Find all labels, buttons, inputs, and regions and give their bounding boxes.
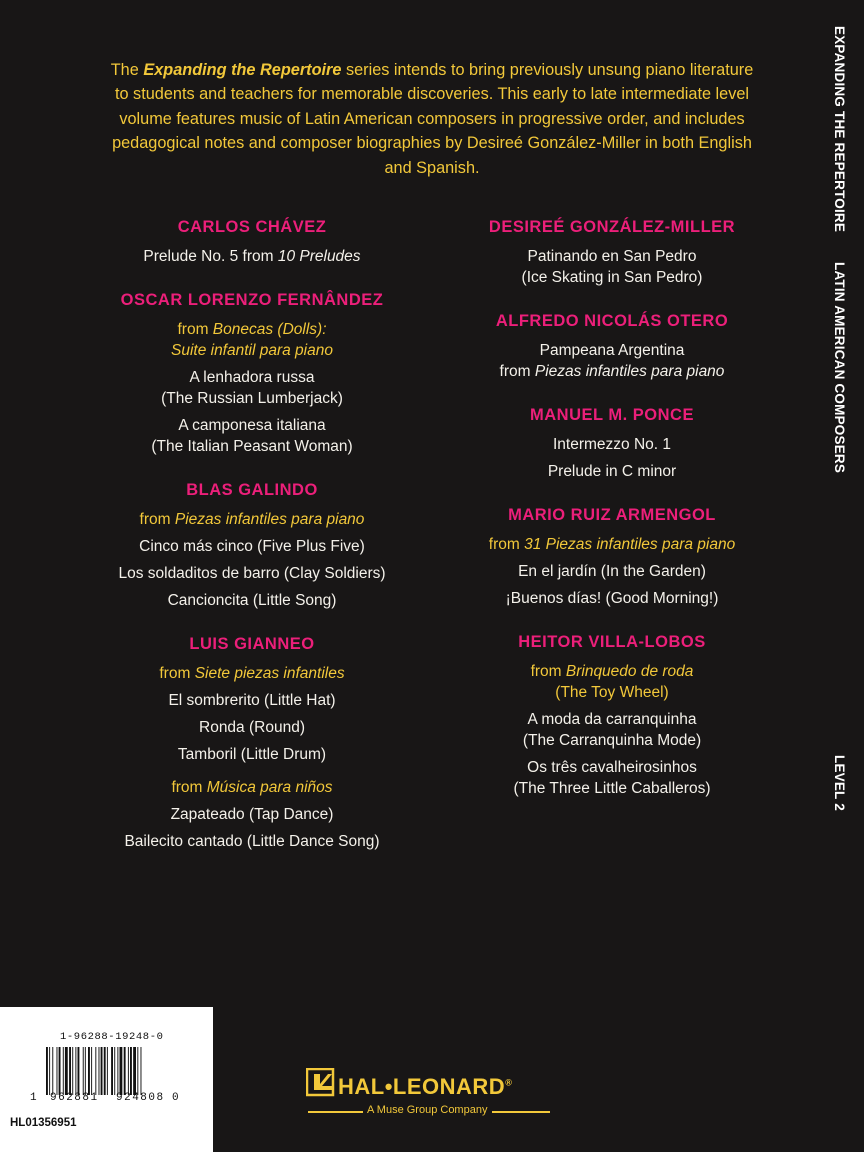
from-label: from [488, 536, 525, 553]
composer-section-chavez [42, 216, 462, 267]
piece-title: El sombrerito (Little Hat) [168, 692, 336, 709]
piece-title: Los soldaditos de barro (Clay Soldiers) [118, 565, 386, 582]
composer-name: LUIS GIANNEO [189, 635, 315, 653]
collection-source [42, 509, 462, 530]
piece-title: Prelude in C minor [547, 463, 677, 480]
collection-title: Brinquedo de roda [565, 663, 694, 680]
composer-section-galindo [42, 479, 462, 611]
intro-prefix: The [110, 61, 144, 79]
piece-title [402, 709, 822, 751]
barcode-icon [46, 1047, 172, 1095]
composer-name: CARLOS CHÁVEZ [177, 218, 327, 236]
piece-title [42, 246, 462, 267]
collection-title: 31 Piezas infantiles para piano [524, 536, 736, 553]
piece-title [42, 415, 462, 457]
piece-original: A camponesa italiana [178, 417, 326, 434]
composer-name: MANUEL M. PONCE [530, 406, 694, 424]
piece-original: Os três cavalheirosinhos [527, 759, 697, 776]
collection-source [42, 777, 462, 798]
piece-title: Intermezzo No. 1 [552, 436, 672, 453]
spine-series-title: EXPANDING THE REPERTOIRE [832, 26, 847, 233]
series-description [110, 58, 754, 180]
composer-section-armengol [402, 504, 822, 609]
collection-source [42, 663, 462, 684]
piece-title: Zapateado (Tap Dance) [170, 806, 334, 823]
piece-original: A moda da carranquinha [527, 711, 697, 728]
composer-name: ALFREDO NICOLÁS OTERO [495, 312, 729, 330]
composer-name: HEITOR VILLA-LOBOS [518, 633, 706, 651]
piece-original: Patinando en San Pedro [527, 248, 697, 265]
piece-title: Bailecito cantado (Little Dance Song) [124, 833, 380, 850]
isbn-text: 1-96288-19248-0 [60, 1031, 164, 1043]
from-label: from [139, 511, 175, 528]
registered-mark: ® [505, 1077, 513, 1088]
piece-source: Piezas infantiles para piano [534, 363, 725, 380]
right-column [402, 216, 822, 821]
composer-section-otero [402, 310, 822, 382]
composer-section-gianneo [42, 633, 462, 852]
collection-title: Música para niños [206, 779, 333, 796]
from-label: from [171, 779, 207, 796]
product-code: HL01356951 [10, 1117, 77, 1129]
piece-translation: (The Russian Lumberjack) [161, 390, 343, 407]
composer-section-fernandez [42, 289, 462, 457]
barcode-digit-group: 962881 [50, 1092, 99, 1104]
barcode-digit-group: 924808 [116, 1092, 165, 1104]
piece-title: En el jardín (In the Garden) [518, 563, 706, 580]
publisher-tagline: A Muse Group Company [367, 1104, 488, 1116]
composer-name: OSCAR LORENZO FERNÂNDEZ [120, 291, 384, 309]
piece-text: Prelude No. 5 from [143, 248, 278, 265]
piece-translation: (The Carranquinha Mode) [522, 732, 702, 749]
piece-translation: (The Three Little Caballeros) [513, 780, 711, 797]
piece-title [402, 246, 822, 288]
from-label: from [499, 363, 535, 380]
logo-rule-right [492, 1111, 550, 1113]
collection-translation: (The Toy Wheel) [555, 684, 669, 701]
spine [820, 0, 864, 1152]
publisher-logo [300, 1064, 560, 1124]
composer-section-gonzalez-miller [402, 216, 822, 288]
piece-title: Ronda (Round) [199, 719, 305, 736]
barcode-panel [0, 1007, 213, 1152]
composer-name: DESIREÉ GONZÁLEZ-MILLER [488, 218, 736, 236]
collection-source [402, 534, 822, 555]
left-column [42, 216, 462, 874]
series-title: Expanding the Repertoire [143, 61, 342, 79]
from-label: from [159, 665, 195, 682]
composer-section-ponce [402, 404, 822, 482]
spine-subject: LATIN AMERICAN COMPOSERS [832, 262, 847, 474]
composer-name: BLAS GALINDO [186, 481, 318, 499]
piece-title: Tamboril (Little Drum) [177, 746, 327, 763]
publisher-name [338, 1074, 512, 1100]
barcode-digit-last: 0 [172, 1092, 179, 1104]
barcode-digit-first: 1 [30, 1092, 37, 1104]
composer-section-villa-lobos [402, 631, 822, 799]
piece-title: Cinco más cinco (Five Plus Five) [139, 538, 365, 555]
intro-rest: series intends to bring previously unsung piano literature to students and teachers for memorable discoveries. This early to late intermediate level volume features music of Latin American composers in progressive order, and includes pedagogical notes and composer biographies by Desireé González-Miller in both English and Spanish. [112, 61, 754, 177]
from-label: from [177, 321, 213, 338]
piece-title [402, 757, 822, 799]
piece-source: 10 Preludes [277, 248, 361, 265]
collection-subtitle: Suite infantil para piano [170, 342, 333, 359]
piece-title: Cancioncita (Little Song) [167, 592, 337, 609]
piece-title: ¡Buenos días! (Good Morning!) [505, 590, 719, 607]
spine-level: LEVEL 2 [832, 755, 847, 811]
piece-original: Pampeana Argentina [539, 342, 685, 359]
piece-original: A lenhadora russa [189, 369, 315, 386]
collection-title: Piezas infantiles para piano [174, 511, 365, 528]
collection-title: Siete piezas infantiles [194, 665, 345, 682]
logo-rule-left [308, 1111, 363, 1113]
piece-title [402, 340, 822, 382]
piece-translation: (The Italian Peasant Woman) [151, 438, 353, 455]
collection-source [402, 661, 822, 703]
publisher-name-text: HAL•LEONARD [338, 1074, 506, 1099]
composer-name: MARIO RUIZ ARMENGOL [508, 506, 716, 524]
piece-title [42, 367, 462, 409]
piece-translation: (Ice Skating in San Pedro) [521, 269, 703, 286]
from-label: from [530, 663, 566, 680]
collection-title: Bonecas (Dolls): [212, 321, 327, 338]
collection-source [42, 319, 462, 361]
